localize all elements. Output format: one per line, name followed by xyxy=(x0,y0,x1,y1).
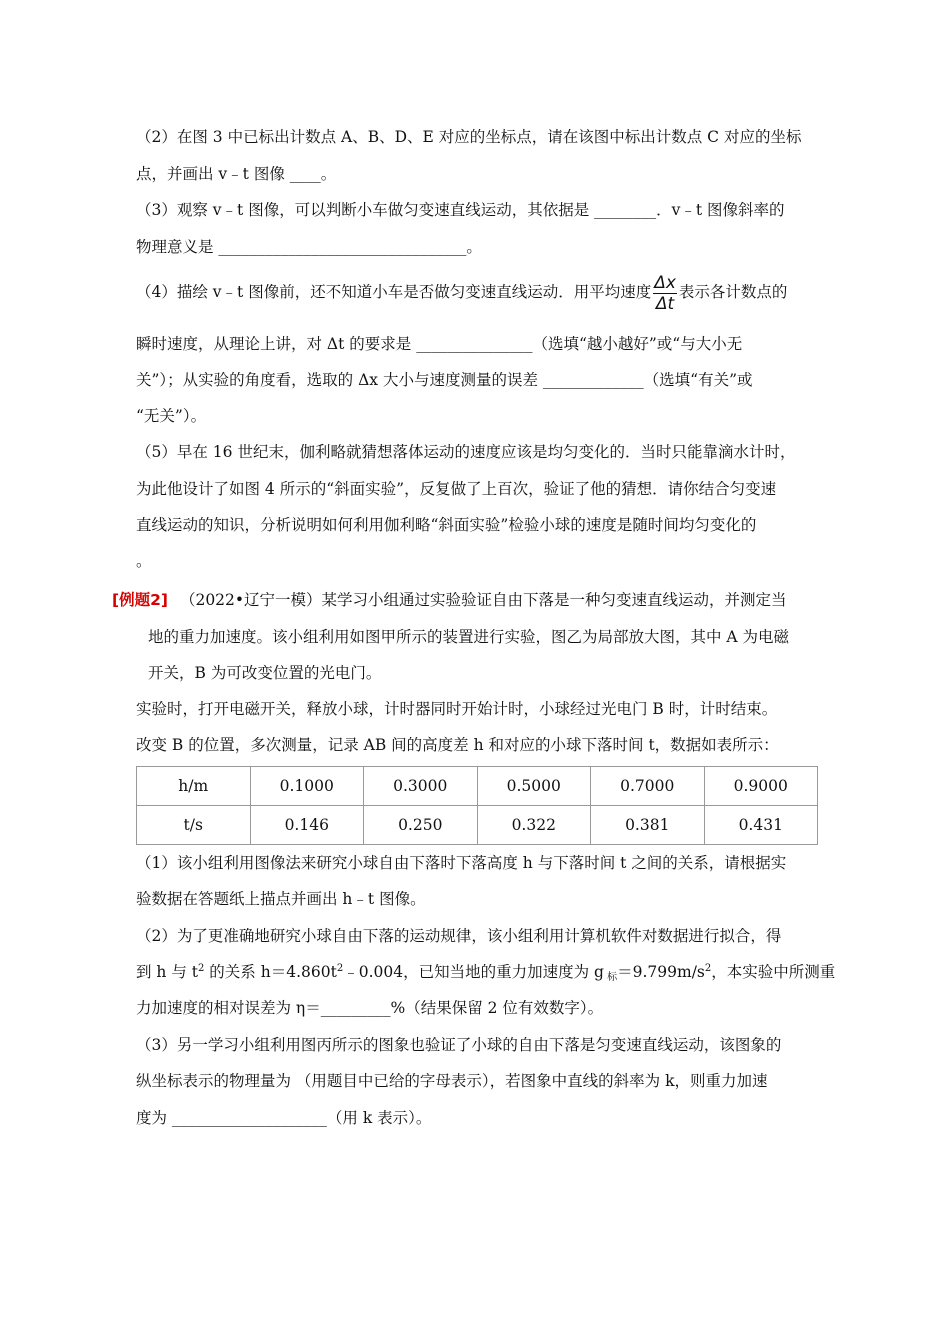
table-cell: 0.5000 xyxy=(477,767,591,806)
sub2-text-d: ＝9.799m/s xyxy=(617,963,705,981)
sub2-line-2 xyxy=(136,961,835,983)
sub3-line-2: 纵坐标表示的物理量为 （用题目中已给的字母表示），若图象中直线的斜率为 k，则重力加速 xyxy=(136,1072,768,1090)
q4-line-1-text-a: （4）描绘 v﹣t 图像前，还不知道小车是否做匀变速直线运动．用平均速度 xyxy=(136,283,652,301)
sub3-line-3: 度为 ____________________（用 k 表示）。 xyxy=(136,1109,432,1127)
table-cell: 0.146 xyxy=(250,806,364,845)
table-cell: 0.250 xyxy=(364,806,478,845)
sub2-text-c: ﹣0.004，已知当地的重力加速度为 g xyxy=(343,963,604,981)
subscript: 标 xyxy=(603,972,618,983)
example2-line-2: 地的重力加速度。该小组利用如图甲所示的装置进行实验，图乙为局部放大图，其中 A 为电磁 xyxy=(148,628,790,646)
q3-line-1: （3）观察 v﹣t 图像，可以判断小车做匀变速直线运动，其依据是 ________．v﹣t 图像斜率的 xyxy=(136,201,785,219)
table-cell: 0.322 xyxy=(477,806,591,845)
q2-line-1: （2）在图 3 中已标出计数点 A、B、D、E 对应的坐标点，请在该图中标出计数点 C 对应的坐标 xyxy=(136,128,802,146)
example2-line-5: 改变 B 的位置，多次测量，记录 AB 间的高度差 h 和对应的小球下落时间 t，数据如表所示： xyxy=(136,736,779,754)
example2-line-1 xyxy=(112,589,787,611)
table-cell: 0.1000 xyxy=(250,767,364,806)
example2-line-1-text: （2022•辽宁一模）某学习小组通过实验验证自由下落是一种匀变速直线运动，并测定当 xyxy=(179,591,787,609)
superscript: 2 xyxy=(704,963,712,974)
table-cell: 0.431 xyxy=(704,806,818,845)
table-row xyxy=(137,806,818,845)
q4-line-3: 关”）；从实验的角度看，选取的 Δx 大小与速度测量的误差 _____________（选填“有关”或 xyxy=(136,371,753,389)
table-cell: 0.3000 xyxy=(364,767,478,806)
q5-line-2: 为此他设计了如图 4 所示的“斜面实验”，反复做了上百次，验证了他的猜想．请你结合匀变速 xyxy=(136,480,777,498)
sub1-line-2: 验数据在答题纸上描点并画出 h﹣t 图像。 xyxy=(136,890,426,908)
sub2-line-3: 力加速度的相对误差为 η＝_________%（结果保留 2 位有效数字）。 xyxy=(136,999,604,1017)
fraction-denominator: Δt xyxy=(655,293,675,314)
q2-line-2: 点，并画出 v﹣t 图像 ____。 xyxy=(136,165,337,183)
sub2-text-b: 的关系 h＝4.860t xyxy=(204,963,337,981)
table-cell: t/s xyxy=(137,806,251,845)
example2-line-3: 开关，B 为可改变位置的光电门。 xyxy=(148,664,382,682)
superscript: 2 xyxy=(198,963,205,974)
q4-line-2: 瞬时速度，从理论上讲，对 Δt 的要求是 _______________（选填“越小越好”或“与大小无 xyxy=(136,335,743,353)
table-cell: h/m xyxy=(137,767,251,806)
q5-line-3: 直线运动的知识，分析说明如何利用伽利略“斜面实验”检验小球的速度是随时间均匀变化的 xyxy=(136,516,757,534)
sub3-line-1: （3）另一学习小组利用图丙所示的图象也验证了小球的自由下落是匀变速直线运动，该图象的 xyxy=(136,1036,782,1054)
q4-line-4: “无关”）。 xyxy=(136,407,207,425)
example2-line-4: 实验时，打开电磁开关，释放小球，计时器同时开始计时，小球经过光电门 B 时，计时结束。 xyxy=(136,700,778,718)
table-row xyxy=(137,767,818,806)
sub2-text-e: ，本实验中所测重 xyxy=(711,963,836,981)
superscript: 2 xyxy=(336,963,344,974)
sub1-line-1: （1）该小组利用图像法来研究小球自由下落时下落高度 h 与下落时间 t 之间的关系，请根据实 xyxy=(136,854,787,872)
q4-line-1-text-b: 表示各计数点的 xyxy=(678,283,788,301)
q3-line-2: 物理意义是 ________________________________。 xyxy=(136,238,482,256)
sub2-text-a: 到 h 与 t xyxy=(136,963,198,981)
table-cell: 0.9000 xyxy=(704,767,818,806)
q4-line-1 xyxy=(136,270,787,314)
table-cell: 0.7000 xyxy=(591,767,705,806)
q5-line-4: 。 xyxy=(136,552,152,570)
table-cell: 0.381 xyxy=(591,806,705,845)
delta-x-over-delta-t-fraction xyxy=(653,273,677,314)
sub2-line-1: （2）为了更准确地研究小球自由下落的运动规律，该小组利用计算机软件对数据进行拟合，得 xyxy=(136,927,782,945)
example-tag: [例题2] xyxy=(112,591,168,609)
fraction-numerator: Δx xyxy=(654,272,676,293)
q5-line-1: （5）早在 16 世纪末，伽利略就猜想落体运动的速度应该是均匀变化的．当时只能靠滴水计时， xyxy=(136,443,796,461)
data-table xyxy=(136,766,818,845)
